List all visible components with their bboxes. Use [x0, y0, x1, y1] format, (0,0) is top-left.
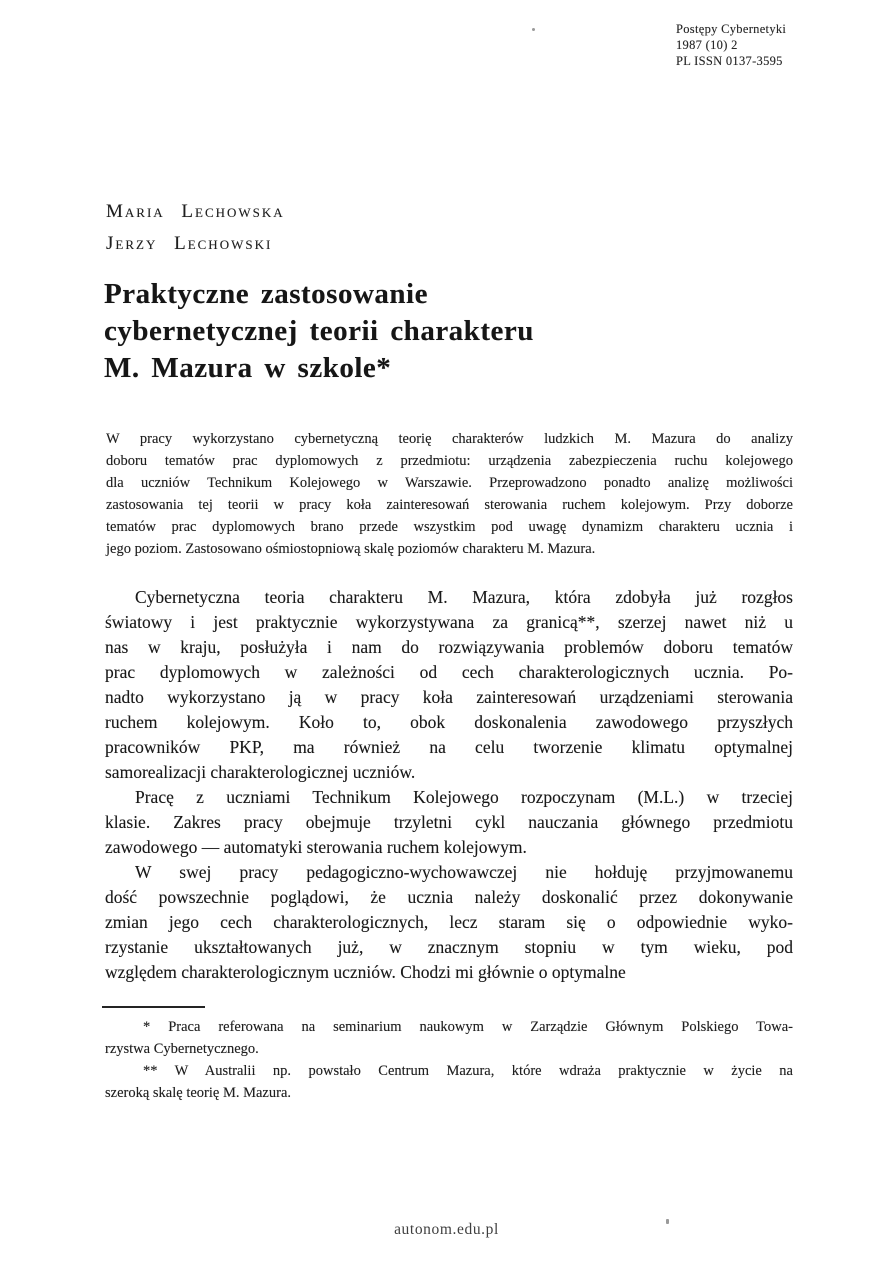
author-list	[106, 196, 285, 260]
text-line: szeroką skalę teorię M. Mazura.	[105, 1085, 292, 1101]
text-line: tematów prac dyplomowych brano przede wszystkim pod uwagę dynamizm charakteru ucznia i	[106, 519, 793, 535]
text-line: zawodowego — automatyki sterowania ruchem kolejowym.	[105, 837, 527, 857]
text-line: doboru tematów prac dyplomowych z przedmiotu: urządzenia zabezpieczenia ruchu kolejowego	[106, 453, 793, 469]
scan-speck	[666, 1219, 669, 1224]
text-line: nas w kraju, posłużyła i nam do rozwiązywania problemów doboru tematów	[105, 637, 793, 657]
footnote	[105, 1060, 793, 1104]
footnote	[105, 1016, 793, 1060]
article-body	[105, 585, 793, 985]
text-line: Praktyczne zastosowanie	[104, 278, 428, 310]
text-line: pracowników PKP, ma również na celu tworzenie klimatu optymalnej	[105, 737, 793, 757]
paragraph	[105, 860, 793, 985]
text-line: * Praca referowana na seminarium naukowym w Zarządzie Głównym Polskiego Towa-	[143, 1019, 793, 1035]
text-line: nadto wykorzystano ją w pracy koła zainteresowań urządzeniami sterowania	[105, 687, 793, 707]
author-name: Jerzy Lechowski	[106, 233, 273, 254]
text-line: W pracy wykorzystano cybernetyczną teorię charakterów ludzkich M. Mazura do analizy	[106, 431, 793, 447]
footnotes-section	[105, 1016, 793, 1104]
text-line: samorealizacji charakterologicznej uczniów.	[105, 762, 416, 782]
text-line: światowy i jest praktycznie wykorzystywana za granicą**, szerzej nawet niż u	[105, 612, 793, 632]
abstract-paragraph	[106, 428, 793, 560]
footnote-separator-rule	[102, 1006, 205, 1008]
article-title	[104, 276, 534, 387]
text-line: Pracę z uczniami Technikum Kolejowego rozpoczynam (M.L.) w trzeciej	[135, 787, 793, 807]
text-line: Cybernetyczna teoria charakteru M. Mazura, która zdobyła już rozgłos	[135, 587, 793, 607]
text-line: rzystwa Cybernetycznego.	[105, 1041, 259, 1057]
scan-speck	[532, 28, 535, 31]
text-line: cybernetycznej teorii charakteru	[104, 315, 534, 347]
text-line: zastosowania tej teorii w pracy koła zainteresowań sterowania ruchem kolejowym. Przy doborze	[106, 497, 793, 513]
text-line: zmian jego cech charakterologicznych, lecz staram się o odpowiednie wyko-	[105, 912, 793, 932]
journal-issue: 1987 (10) 2	[676, 38, 738, 52]
text-line: względem charakterologicznym uczniów. Chodzi mi głównie o optymalne	[105, 962, 626, 982]
journal-issn: PL ISSN 0137-3595	[676, 54, 783, 68]
text-line: klasie. Zakres pracy obejmuje trzyletni cykl nauczania głównego przedmiotu	[105, 812, 793, 832]
paragraph	[105, 785, 793, 860]
text-line: rzystanie ukształtowanych już, w znacznym stopniu w tym wieku, pod	[105, 937, 793, 957]
journal-reference	[676, 21, 786, 69]
text-line: dla uczniów Technikum Kolejowego w Warszawie. Przeprowadzono ponadto analizę możliwości	[106, 475, 793, 491]
paragraph	[105, 585, 793, 785]
text-line: W swej pracy pedagogiczno-wychowawczej nie hołduję przyjmowanemu	[135, 862, 793, 882]
text-line: ruchem kolejowym. Koło to, obok doskonalenia zawodowego przyszłych	[105, 712, 793, 732]
text-line: prac dyplomowych w zależności od cech charakterologicznych ucznia. Po-	[105, 662, 793, 682]
site-watermark: autonom.edu.pl	[394, 1221, 499, 1238]
text-line: dość powszechnie poglądowi, że ucznia należy doskonalić przez dokonywanie	[105, 887, 793, 907]
text-line: jego poziom. Zastosowano ośmiostopniową skalę poziomów charakteru M. Mazura.	[106, 541, 596, 557]
text-line: M. Mazura w szkole*	[104, 352, 392, 384]
journal-name: Postępy Cybernetyki	[676, 22, 787, 36]
text-line: ** W Australii np. powstało Centrum Mazura, które wdraża praktycznie w życie na	[143, 1063, 793, 1079]
author-name: Maria Lechowska	[106, 201, 285, 222]
